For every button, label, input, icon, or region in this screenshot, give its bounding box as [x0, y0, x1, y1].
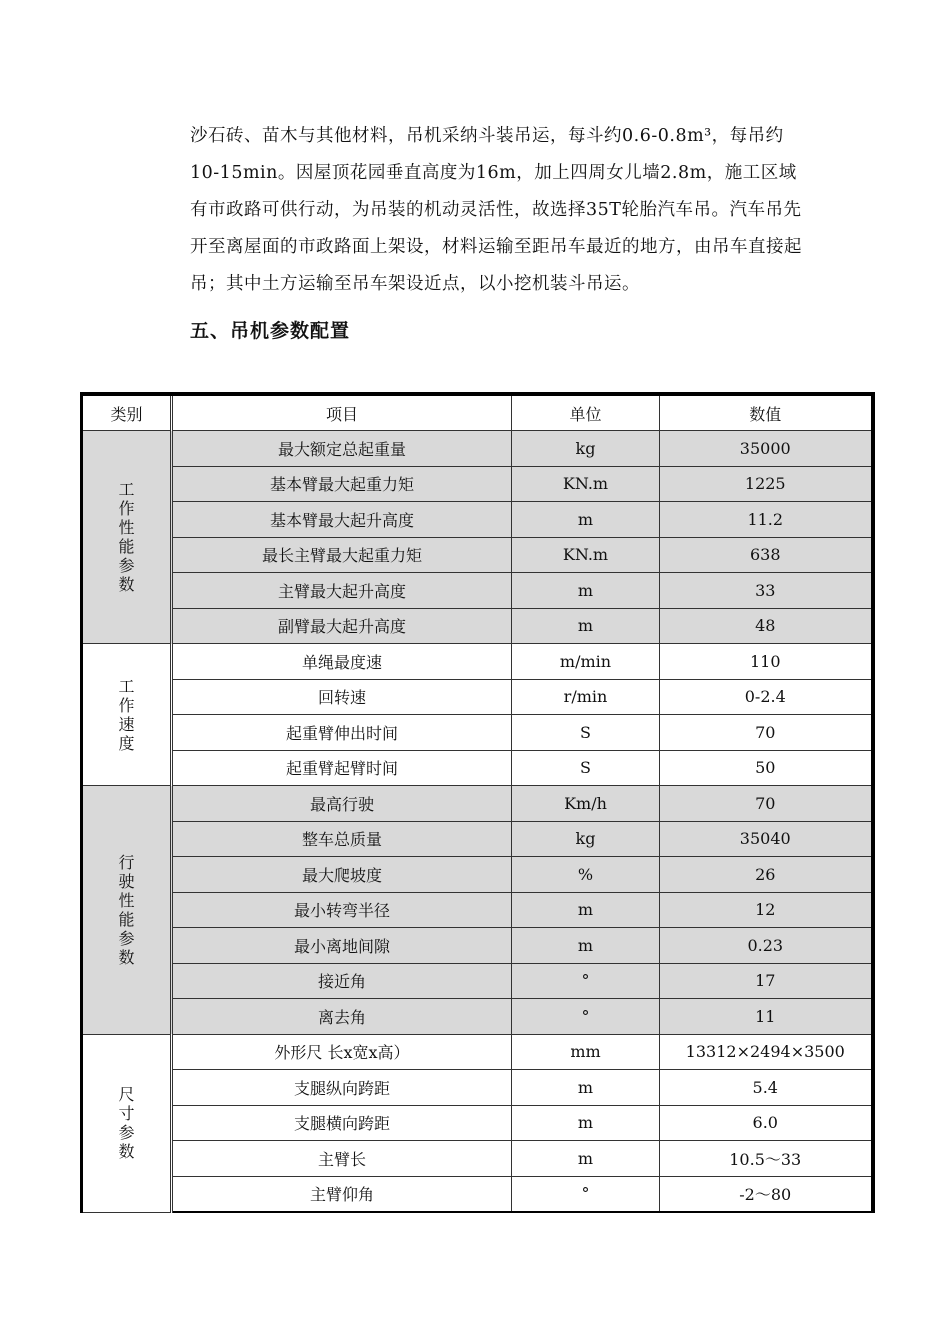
value-cell: 35040 [660, 821, 873, 857]
category-cell [82, 644, 172, 786]
unit-cell: KN.m [512, 537, 660, 573]
item-cell: 接近角 [172, 963, 512, 999]
item-cell: 最小转弯半径 [172, 892, 512, 928]
category-label: 工作速度 [118, 676, 135, 753]
unit-cell: kg [512, 821, 660, 857]
value-cell: 13312×2494×3500 [660, 1034, 873, 1070]
unit-cell: m [512, 608, 660, 644]
value-cell: 50 [660, 750, 873, 786]
item-cell: 基本臂最大起重力矩 [172, 466, 512, 502]
table-row [82, 1176, 873, 1212]
item-cell: 离去角 [172, 999, 512, 1035]
category-cell [82, 431, 172, 644]
unit-cell: m/min [512, 644, 660, 680]
value-cell: 17 [660, 963, 873, 999]
table-row [82, 431, 873, 467]
value-cell: 638 [660, 537, 873, 573]
table-row [82, 1141, 873, 1177]
unit-cell: m [512, 502, 660, 538]
item-cell: 起重臂伸出时间 [172, 715, 512, 751]
value-cell: 6.0 [660, 1105, 873, 1141]
value-cell: 35000 [660, 431, 873, 467]
table-row [82, 857, 873, 893]
unit-cell: ° [512, 999, 660, 1035]
table-row [82, 750, 873, 786]
value-cell: 10.5～33 [660, 1141, 873, 1177]
unit-cell: S [512, 715, 660, 751]
value-cell: 12 [660, 892, 873, 928]
table-row [82, 1070, 873, 1106]
item-cell: 基本臂最大起升高度 [172, 502, 512, 538]
unit-cell: m [512, 1141, 660, 1177]
table-header-row [82, 394, 873, 431]
item-cell: 最大额定总起重量 [172, 431, 512, 467]
table-row [82, 963, 873, 999]
value-cell: 70 [660, 786, 873, 822]
header-item: 项目 [172, 394, 512, 431]
item-cell: 最大爬坡度 [172, 857, 512, 893]
unit-cell: m [512, 928, 660, 964]
unit-cell: ° [512, 963, 660, 999]
body-paragraph: 沙石砖、苗木与其他材料，吊机采纳斗装吊运，每斗约0.6-0.8m³，每吊约10-15min。因屋顶花园垂直高度为16m，加上四周女儿墙2.8m，施工区域有市政路可供行动，为吊装的机动灵活性，故选择35T轮胎汽车吊。汽车吊先开至离屋面的市政路面上架设，材料运输至距吊车最近的地方，由吊车直接起吊；其中土方运输至吊车架设近点，以小挖机装斗吊运。 [190, 126, 802, 294]
unit-cell: Km/h [512, 786, 660, 822]
table-row [82, 537, 873, 573]
category-cell [82, 786, 172, 1035]
item-cell: 支腿横向跨距 [172, 1105, 512, 1141]
table-row [82, 715, 873, 751]
table-row [82, 644, 873, 680]
crane-parameter-table [80, 392, 875, 1213]
item-cell: 最小离地间隙 [172, 928, 512, 964]
header-value: 数值 [660, 394, 873, 431]
header-unit: 单位 [512, 394, 660, 431]
item-cell: 主臂长 [172, 1141, 512, 1177]
value-cell: 0-2.4 [660, 679, 873, 715]
unit-cell: KN.m [512, 466, 660, 502]
item-cell: 外形尺 长x宽x高） [172, 1034, 512, 1070]
table-row [82, 679, 873, 715]
value-cell: 33 [660, 573, 873, 609]
unit-cell: m [512, 573, 660, 609]
item-cell: 最高行驶 [172, 786, 512, 822]
value-cell: 11 [660, 999, 873, 1035]
category-label: 工作性能参数 [118, 480, 135, 594]
table-row [82, 928, 873, 964]
value-cell: 5.4 [660, 1070, 873, 1106]
section-title: 五、吊机参数配置 [190, 320, 351, 342]
unit-cell: m [512, 1105, 660, 1141]
unit-cell: S [512, 750, 660, 786]
item-cell: 起重臂起臂时间 [172, 750, 512, 786]
value-cell: 11.2 [660, 502, 873, 538]
table-row [82, 999, 873, 1035]
header-category: 类别 [82, 394, 172, 431]
table-row [82, 1105, 873, 1141]
table-row [82, 466, 873, 502]
unit-cell: mm [512, 1034, 660, 1070]
unit-cell: m [512, 1070, 660, 1106]
table-row [82, 892, 873, 928]
table-row [82, 573, 873, 609]
item-cell: 单绳最度速 [172, 644, 512, 680]
table-row [82, 1034, 873, 1070]
value-cell: 26 [660, 857, 873, 893]
unit-cell: ° [512, 1176, 660, 1212]
unit-cell: m [512, 892, 660, 928]
value-cell: -2～80 [660, 1176, 873, 1212]
table-row [82, 502, 873, 538]
item-cell: 整车总质量 [172, 821, 512, 857]
unit-cell: kg [512, 431, 660, 467]
table-row [82, 608, 873, 644]
category-label: 尺寸参数 [118, 1085, 135, 1161]
value-cell: 1225 [660, 466, 873, 502]
item-cell: 回转速 [172, 679, 512, 715]
value-cell: 70 [660, 715, 873, 751]
value-cell: 110 [660, 644, 873, 680]
item-cell: 支腿纵向跨距 [172, 1070, 512, 1106]
item-cell: 最长主臂最大起重力矩 [172, 537, 512, 573]
value-cell: 48 [660, 608, 873, 644]
category-cell [82, 1034, 172, 1212]
unit-cell: r/min [512, 679, 660, 715]
table-row [82, 786, 873, 822]
table-row [82, 821, 873, 857]
item-cell: 主臂最大起升高度 [172, 573, 512, 609]
value-cell: 0.23 [660, 928, 873, 964]
unit-cell: % [512, 857, 660, 893]
item-cell: 副臂最大起升高度 [172, 608, 512, 644]
item-cell: 主臂仰角 [172, 1176, 512, 1212]
category-label: 行驶性能参数 [118, 852, 135, 967]
